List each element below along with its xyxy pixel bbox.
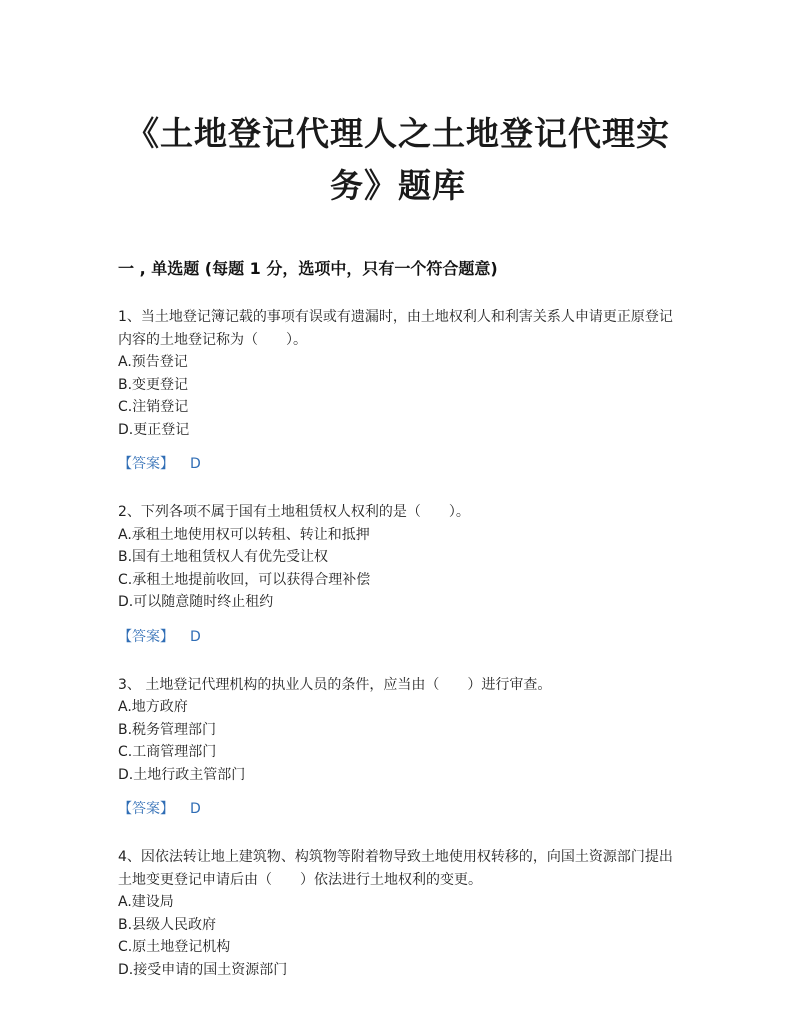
option-d: D.更正登记 bbox=[118, 421, 190, 438]
document-title-line-2: 务》题库 bbox=[330, 166, 466, 205]
document-title-line-1: 《土地登记代理人之土地登记代理实 bbox=[126, 114, 670, 153]
answer-3 bbox=[118, 798, 678, 820]
question-stem: 4、因依法转让地上建筑物、构筑物等附着物导致土地使用权转移的，向国土资源部门提出土地变更登记申请后由（ ）依法进行土地权利的变更。 bbox=[118, 849, 673, 888]
option-a: A.承租土地使用权可以转租、转让和抵押 bbox=[118, 526, 370, 543]
option-a: A.地方政府 bbox=[118, 699, 188, 715]
answer-value: D bbox=[190, 456, 201, 472]
option-c: C.原土地登记机构 bbox=[118, 939, 231, 955]
question-4 bbox=[118, 846, 678, 981]
option-d: D.土地行政主管部门 bbox=[118, 766, 246, 783]
option-c: C.注销登记 bbox=[118, 399, 189, 415]
answer-label: 【答案】 bbox=[118, 456, 174, 472]
option-b: B.国有土地租赁权人有优先受让权 bbox=[118, 549, 329, 565]
option-b: B.县级人民政府 bbox=[118, 916, 217, 933]
question-stem: 3、 土地登记代理机构的执业人员的条件，应当由（ ）进行审查。 bbox=[118, 676, 552, 693]
answer-1 bbox=[118, 453, 678, 475]
answer-value: D bbox=[190, 801, 201, 817]
answer-label: 【答案】 bbox=[118, 801, 174, 817]
document-page bbox=[118, 108, 678, 981]
option-a: A.预告登记 bbox=[118, 354, 188, 370]
option-c: C.承租土地提前收回，可以获得合理补偿 bbox=[118, 571, 371, 588]
option-b: B.税务管理部门 bbox=[118, 721, 217, 738]
question-2 bbox=[118, 501, 678, 614]
answer-label: 【答案】 bbox=[118, 628, 174, 645]
question-stem: 2、下列各项不属于国有土地租赁权人权利的是（ ）。 bbox=[118, 504, 470, 520]
question-1 bbox=[118, 306, 678, 441]
question-3 bbox=[118, 674, 678, 787]
section-heading: 一 , 单选题 (每题 1 分，选项中，只有一个符合题意) bbox=[118, 259, 498, 278]
option-d: D.可以随意随时终止租约 bbox=[118, 594, 274, 610]
document-title bbox=[118, 108, 678, 212]
option-b: B.变更登记 bbox=[118, 376, 189, 393]
answer-value: D bbox=[190, 628, 201, 645]
option-c: C.工商管理部门 bbox=[118, 744, 217, 760]
option-a: A.建设局 bbox=[118, 894, 174, 910]
option-d: D.接受申请的国土资源部门 bbox=[118, 961, 288, 978]
question-stem: 1、当土地登记簿记载的事项有误或有遗漏时，由土地权利人和利害关系人申请更正原登记内容的土地登记称为（ ）。 bbox=[118, 309, 673, 348]
answer-2 bbox=[118, 626, 678, 648]
